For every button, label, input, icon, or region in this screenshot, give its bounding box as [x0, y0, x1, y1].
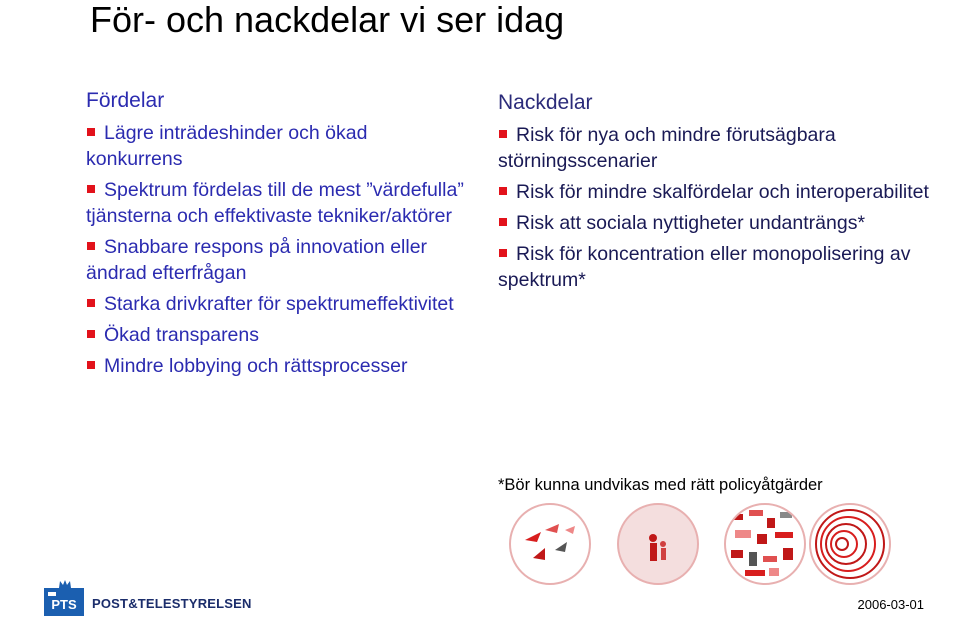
list-item — [498, 179, 948, 205]
list-item — [86, 234, 466, 286]
list-item — [86, 353, 466, 379]
list-item-text: Lägre inträdeshinder och ökad konkurrens — [86, 122, 368, 170]
bullet-square-icon — [87, 299, 95, 307]
pts-emblem-icon — [44, 588, 84, 616]
bullet-square-icon — [499, 130, 507, 138]
bullet-square-icon — [87, 128, 95, 136]
disadvantages-heading: Nackdelar — [498, 91, 593, 114]
advantages-list — [86, 120, 466, 379]
list-item — [498, 241, 948, 293]
svg-text:PTS: PTS — [51, 597, 77, 612]
list-item — [86, 177, 466, 229]
list-item-text: Risk att sociala nyttigheter undanträngs* — [516, 212, 866, 234]
advantages-column — [86, 88, 466, 384]
bullet-square-icon — [499, 218, 507, 226]
list-item — [86, 120, 466, 172]
bullet-square-icon — [87, 242, 95, 250]
list-item-text: Risk för koncentration eller monopolisering av spektrum* — [498, 243, 911, 291]
list-item-text: Spektrum fördelas till de mest ”värdefulla” tjänsterna och effektivaste tekniker/aktörer — [86, 179, 464, 227]
bullet-square-icon — [87, 330, 95, 338]
footnote: *Bör kunna undvikas med rätt policyåtgärder — [498, 476, 823, 494]
disadvantages-column — [498, 90, 948, 298]
disadvantages-list — [498, 122, 948, 293]
list-item-text: Risk för mindre skalfördelar och interoperabilitet — [516, 181, 929, 203]
list-item-text: Ökad transparens — [104, 324, 260, 346]
list-item-text: Snabbare respons på innovation eller ändrad efterfrågan — [86, 236, 428, 284]
list-item-text: Mindre lobbying och rättsprocesser — [104, 355, 408, 377]
list-item-text: Starka drivkrafter för spektrumeffektivitet — [104, 293, 454, 315]
list-item — [498, 122, 948, 174]
list-item-text: Risk för nya och mindre förutsägbara störningsscenarier — [498, 124, 836, 172]
advantages-heading: Fördelar — [86, 89, 165, 112]
crown-icon — [58, 578, 72, 590]
slide-date: 2006-03-01 — [857, 597, 924, 612]
bullet-square-icon — [499, 249, 507, 257]
slide-title: För- och nackdelar vi ser idag — [90, 0, 565, 40]
bullet-square-icon — [87, 361, 95, 369]
bullet-square-icon — [499, 187, 507, 195]
bullet-square-icon — [87, 185, 95, 193]
decorative-circles-image — [505, 500, 895, 588]
list-item — [86, 322, 466, 348]
list-item — [86, 291, 466, 317]
list-item — [498, 210, 948, 236]
org-name: POST&TELESTYRELSEN — [92, 596, 252, 611]
